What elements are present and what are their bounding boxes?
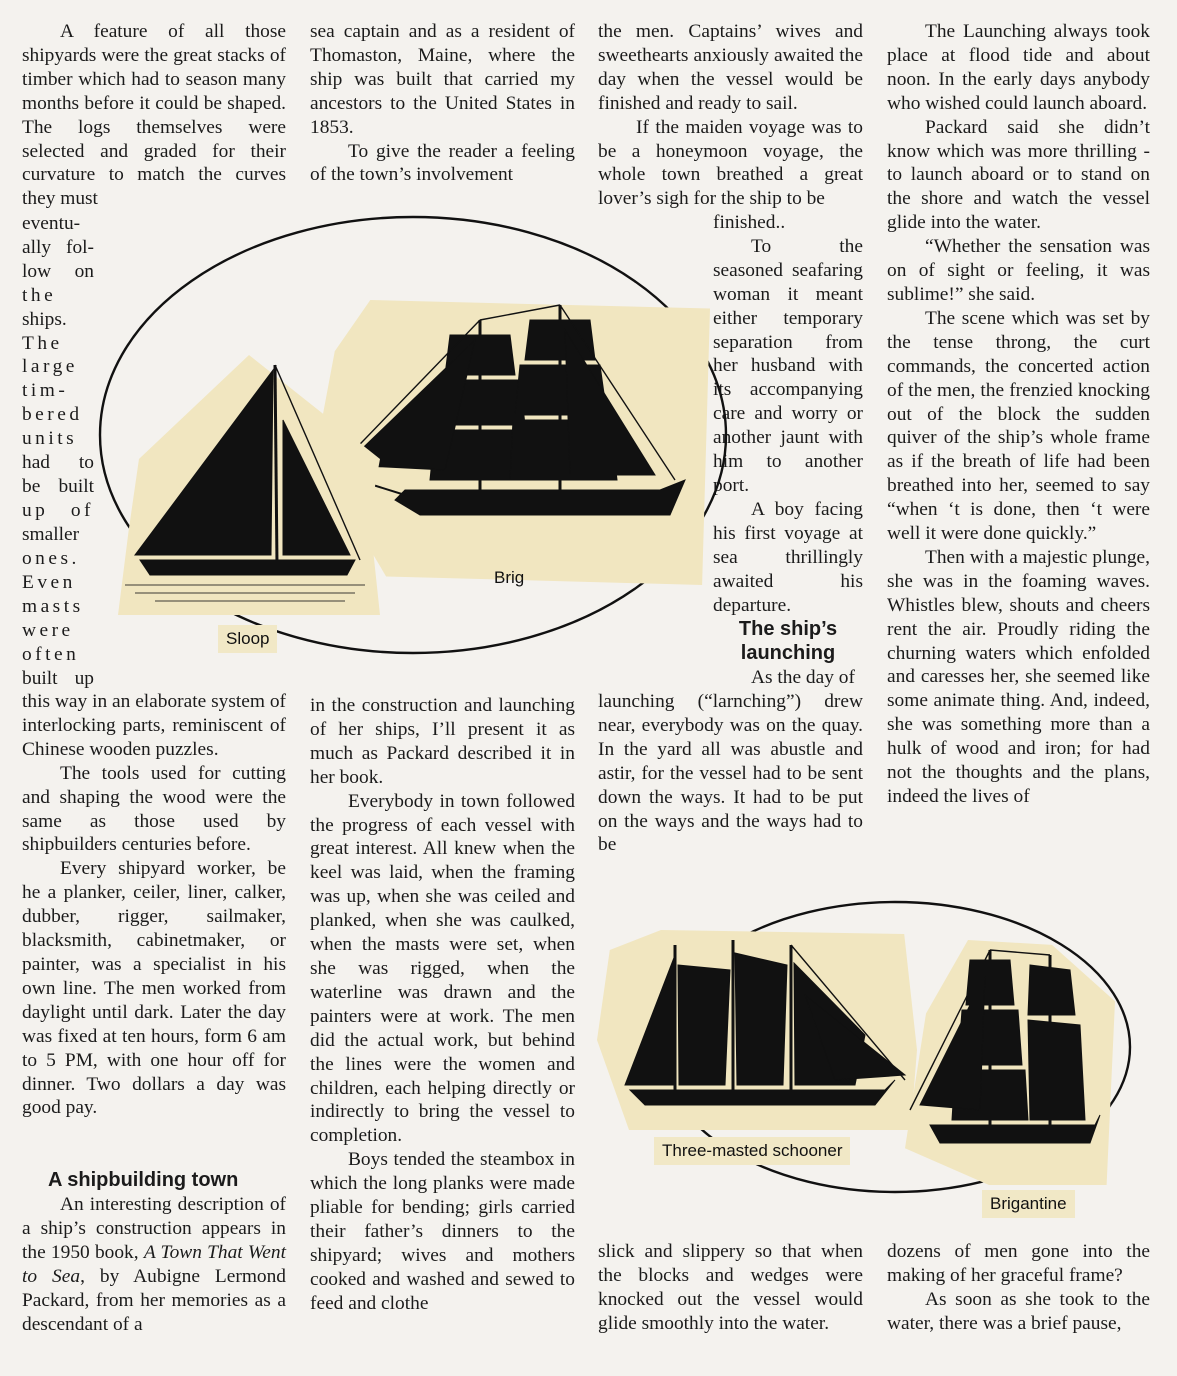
narrow-line: tim-	[22, 380, 69, 402]
caption-three-masted-schooner: Three-masted schooner	[654, 1137, 850, 1165]
narrow-line: be built	[22, 475, 94, 497]
caption-brigantine: Brigantine	[982, 1190, 1075, 1218]
brigantine-illustration	[910, 945, 1110, 1160]
narrow-line: up of	[22, 499, 94, 521]
col4-body: The Launching always took place at flood tide and about noon. In the early days anybody who wished could launch aboard. Packard said she didn’t know which was more thrilling - to launch aboard or to stand on the shore and watch the vessel glide into the water. “Whether the sensation was on of sight or feeling, it was sublime!” she said. The scene which was set by the tense throng, the curt commands, the concerted action of the men, the frenzied knocking out of the block the sudden quiver of the ship’s whole frame as if the breath of life had been breathed into her, seemed to say “when ‘t is done, then ‘t were well it were done quickly.” Then with a majestic plunge, she was in the foaming waves. Whistles blew, shouts and cheers rent the air. Proudly riding the churning waters which enfolded and caresses her, she seemed like some animate thing. And, indeed, she was something more than a hulk of wood and iron; for had not the thoughts and the plans, indeed the lives of	[887, 21, 1150, 807]
narrow-line: were	[22, 619, 74, 641]
heading-shipbuilding-town: A shipbuilding town	[48, 1169, 239, 1191]
col2-body: in the construction and launching of her ships, I’ll present it as much as Packard described it in her book. Everybody in town followed the progress of each vessel with great interest. All knew when the keel was laid, when the framing was up, when she was ceiled and planked, when she was caulked, when the masts were set, when she was rigged, when the waterline was drawn and the painters were at work. The men did the actual work, but behind the lines were the women and children, each helping directly or indirectly to bring the vessel to completion. Boys tended the steambox in which the long planks were made pliable for bending; girls carried their father’s dinners to the shipyard; wives and mothers cooked and washed and sewed to feed and clothe	[310, 695, 575, 1314]
col3-top: the men. Captains’ wives and sweethearts anxiously awaited the day when the vessel would be finished and ready to sail. If the maiden voyage was to be a honeymoon voyage, the whole town breathed a great lover’s sigh for the ship to be	[598, 21, 863, 210]
narrow-line: had to	[22, 452, 94, 474]
narrow-line: Even	[22, 572, 76, 593]
brig-illustration	[325, 300, 705, 530]
schooner-illustration	[605, 935, 910, 1120]
col3-mid: launching (“larnching”) drew near, everybody was on the quay. In the yard all was abustle and astir, for the vessel had to be sent down the ways. It had to be put on the ways and the ways had to be	[598, 691, 863, 856]
narrow-line: ships.	[22, 308, 67, 330]
sloop-illustration	[125, 360, 375, 610]
narrow-line: often	[22, 643, 80, 665]
caption-brig: Brig	[494, 568, 525, 587]
heading-ships-launching: The ship’s launching	[738, 618, 838, 664]
narrow-line: bered	[22, 404, 83, 426]
narrow-line: masts	[22, 595, 84, 617]
col1-narrow-text	[22, 212, 94, 571]
narrow-line: eventu-	[22, 213, 81, 234]
col4-bottom: dozens of men gone into the making of her graceful frame? As soon as she took to the water, there was a brief pause,	[887, 1241, 1150, 1334]
col3-bottom: slick and slippery so that when the blocks and wedges were knocked out the vessel would glide smoothly into the water.	[598, 1241, 863, 1334]
narrow-line: built up	[22, 667, 94, 689]
narrow-line: large	[22, 356, 78, 378]
narrow-line: units	[22, 428, 78, 450]
col1-narrow-text-2	[22, 571, 94, 691]
narrow-line: smaller	[22, 523, 80, 545]
narrow-line: ones.	[22, 547, 80, 569]
col2-top: sea captain and as a resident of Thomaston, Maine, where the ship was built that carried my ancestors to the United States in 1853. To give the reader a feeling of the town’s involvement	[310, 21, 575, 186]
col1-body: this way in an elaborate system of interlocking parts, reminiscent of Chinese wooden puzzles. The tools used for cutting and shaping the wood were the same as those used by shipbuilders centuries before. Every shipyard worker, be he a planker, ceiler, liner, calker, dubber, rigger, sailmaker, blacksmith, cabinetmaker, or painter, was a specialist in his own line. The men worked from daylight until dark. Later the day was fixed at ten hours, form 6 am to 5 PM, with one hour off for dinner. Two dollars a day was good pay.	[22, 691, 286, 1119]
col1-paragraph-5: An interesting description of a ship’s construction appears in the 1950 book, A Town That Went to Sea, by Aubigne Lermond Packard, from her memories as a descendant of a	[22, 1194, 286, 1335]
narrow-line: The	[22, 332, 63, 354]
narrow-line: low on	[22, 260, 94, 282]
col3-narrow-2: As the day of	[751, 667, 855, 688]
caption-sloop: Sloop	[218, 625, 277, 653]
col1-paragraph-1: A feature of all those shipyards were the great stacks of timber which had to season many months before it could be shaped. The logs themselves were selected and graded for their curvature to match the curves they must	[22, 21, 286, 210]
col3-narrow: finished.. To the seasoned seafaring woman it meant either temporary separation from her husband with its accompanying care and worry or another jaunt with him to another port. A boy facing his first voyage at sea thrillingly awaited his departure.	[713, 212, 863, 616]
narrow-line: ally fol-	[22, 236, 94, 258]
narrow-line: the	[22, 284, 57, 306]
